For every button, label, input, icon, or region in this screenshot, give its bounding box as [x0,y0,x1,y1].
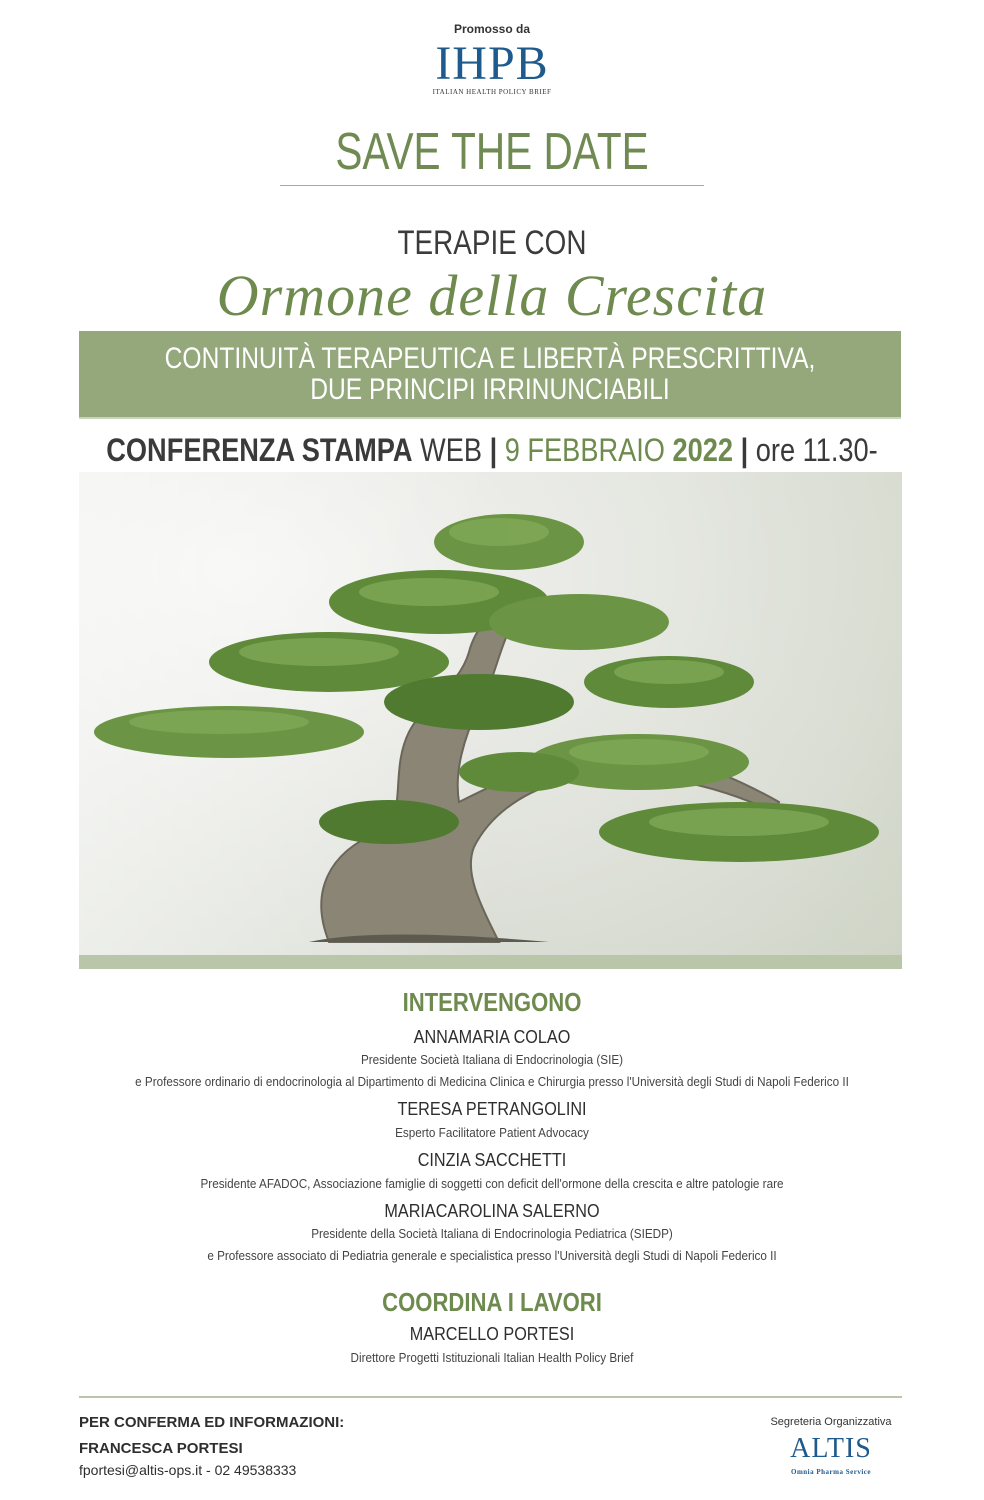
speaker-role: Presidente della Società Italiana di Endocrinologia Pediatrica (SIEDP) [311,1226,673,1241]
speaker-role: e Professore ordinario di endocrinologia al Dipartimento di Medicina Clinica e Chirurgia presso l'Università degli Studi di Napoli Federico II [135,1074,849,1089]
event-date: 9 FEBBRAIO [504,432,673,468]
speaker-name: CINZIA SACCHETTI [417,1150,567,1170]
ihpb-logo-subtitle: ITALIAN HEALTH POLICY BRIEF [432,88,552,96]
separator: | [733,432,756,468]
contact-email-phone[interactable]: fportesi@altis-ops.it - 02 49538333 [79,1462,297,1478]
event-type: CONFERENZA STAMPA [106,432,413,468]
moderator-heading: COORDINA I LAVORI [382,1287,602,1317]
moderator-name: MARCELLO PORTESI [409,1324,575,1344]
speaker-role: Presidente AFADOC, Associazione famiglie di soggetti con deficit dell'ormone della crescita e altre patologie rare [200,1176,784,1191]
bonsai-tree-image [79,472,902,957]
divider [79,1396,902,1398]
separator: | [482,432,505,468]
ihpb-logo: IHPB [435,37,549,90]
organizer-label: Segreteria Organizzativa [770,1416,892,1428]
subtitle-line-2: DUE PRINCIPI IRRINUNCIABILI [310,373,670,406]
speaker-role: Esperto Facilitatore Patient Advocacy [395,1125,589,1140]
event-mode: WEB [412,432,483,468]
event-time: ore 11.30- [755,432,878,468]
subtitle-line-1: CONTINUITÀ TERAPEUTICA E LIBERTÀ PRESCRITTIVA, [164,342,816,375]
divider [79,955,902,969]
speaker-role: Presidente Società Italiana di Endocrinologia (SIE) [360,1052,624,1067]
title-line-2: Ormone della Crescita [216,263,768,328]
speaker-name: MARIACAROLINA SALERNO [384,1201,600,1221]
speaker-role: e Professore associato di Pediatria generale e specialistica presso l'Università degli Studi di Napoli Federico II [207,1248,777,1263]
altis-logo-subtitle: Omnia Pharma Service [791,1468,871,1476]
contact-heading: PER CONFERMA ED INFORMAZIONI: [79,1414,345,1431]
event-year: 2022 [672,432,734,468]
speaker-name: TERESA PETRANGOLINI [397,1099,587,1119]
save-the-date-heading: SAVE THE DATE [335,123,649,181]
speakers-heading: INTERVENGONO [402,987,582,1017]
title-line-1: TERAPIE CON [397,224,587,262]
divider [79,417,901,419]
speaker-name: ANNAMARIA COLAO [413,1027,571,1047]
divider [280,185,704,186]
moderator-role: Direttore Progetti Istituzionali Italian Health Policy Brief [350,1350,634,1365]
contact-name: FRANCESCA PORTESI [79,1440,243,1457]
promoted-by-label: Promosso da [453,22,531,36]
altis-logo: ALTIS [790,1433,872,1464]
